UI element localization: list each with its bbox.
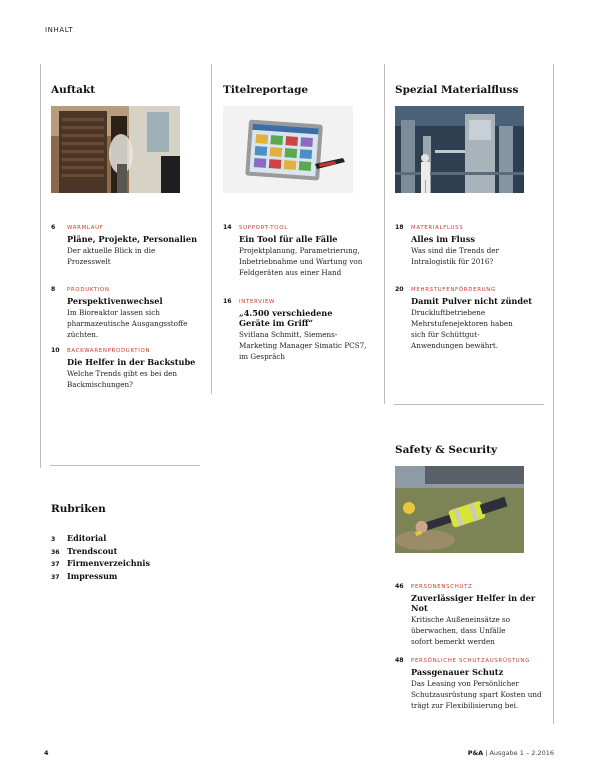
entry-description: Kritische Außeneinsätze so überwachen, dass Unfälle sofort bemerkt werden xyxy=(411,615,511,646)
entry-headline: Ein Tool für alle Fälle xyxy=(239,234,338,244)
page-number: 14 xyxy=(223,224,232,231)
toc-entry[interactable] xyxy=(223,224,373,278)
section-title-titelreportage: Titelreportage xyxy=(223,84,309,96)
entry-kicker: WARMLAUF xyxy=(67,225,104,231)
toc-entry[interactable] xyxy=(223,298,373,362)
page-number: 10 xyxy=(51,347,60,354)
rubrik-label: Trendscout xyxy=(67,545,118,556)
section-title-safety: Safety & Security xyxy=(395,444,498,456)
toc-entry[interactable] xyxy=(395,657,545,711)
entry-description: Welche Trends gibt es bei den Backmischungen? xyxy=(67,369,178,389)
rubrik-item[interactable] xyxy=(51,571,150,584)
column-divider xyxy=(211,64,212,394)
section-title-auftakt: Auftakt xyxy=(51,84,96,96)
section-title-rubriken: Rubriken xyxy=(51,503,106,515)
entry-description: Projektplanung, Parametrierung, Inbetriebnahme und Wartung von Feldgeräten aus einer Hand xyxy=(239,246,363,277)
entry-headline: Pläne, Projekte, Personalien xyxy=(67,234,198,244)
section-label: INHALT xyxy=(45,26,74,34)
entry-headline: Alles im Fluss xyxy=(411,234,475,244)
rubrik-item[interactable] xyxy=(51,558,150,571)
page-number: 16 xyxy=(223,298,232,305)
entry-kicker: PERSÖNLICHE SCHUTZAUSRÜSTUNG xyxy=(411,658,531,664)
page-number: 36 xyxy=(51,548,60,556)
worker-down-photo xyxy=(395,466,524,553)
entry-description: Der aktuelle Blick in die Prozesswelt xyxy=(67,246,156,266)
bakery-photo xyxy=(51,106,180,193)
entry-description: Druckluftbetriebene Mehrstufenejektoren haben sich für Schüttgut-Anwendungen bewährt. xyxy=(411,308,513,350)
entry-headline: Perspektivenwechsel xyxy=(67,296,163,306)
entry-kicker: MATERIALFLUSS xyxy=(411,225,464,231)
page-number: 37 xyxy=(51,573,60,581)
tablet-photo xyxy=(223,106,353,193)
entry-description: Das Leasing von Persönlicher Schutzausrüstung spart Kosten und trägt zur Flexibilisierung bei. xyxy=(411,679,542,710)
column-divider xyxy=(553,64,554,724)
magazine-name: P&A xyxy=(467,749,484,757)
entry-description: Im Bioreaktor lassen sich pharmazeutische Ausgangsstoffe züchten. xyxy=(67,308,188,339)
entry-headline: Damit Pulver nicht zündet xyxy=(411,296,533,306)
rubrik-label: Firmenverzeichnis xyxy=(67,558,150,568)
page-number: 46 xyxy=(395,583,404,590)
plant-photo xyxy=(395,106,524,193)
page-number: 8 xyxy=(51,286,56,293)
rubriken-list xyxy=(51,533,150,583)
entry-kicker: INTERVIEW xyxy=(239,299,276,305)
issue-label: Ausgabe 1 – 2.2016 xyxy=(489,749,554,757)
toc-entry[interactable] xyxy=(395,224,545,267)
toc-entry[interactable] xyxy=(395,583,545,647)
column-divider xyxy=(40,64,41,468)
section-divider xyxy=(50,465,200,466)
entry-description: Was sind die Trends der Intralogistik für 2016? xyxy=(411,246,499,266)
entry-kicker: BACKWARENPRODUKTION xyxy=(67,348,151,354)
entry-headline: „4.500 verschiedene Geräte im Griff“ xyxy=(239,308,333,328)
page-number: 6 xyxy=(51,224,56,231)
page-number: 37 xyxy=(51,561,60,568)
toc-entry[interactable] xyxy=(51,224,201,267)
entry-headline: Zuverlässiger Helfer in der Not xyxy=(411,593,536,613)
entry-kicker: PRODUKTION xyxy=(67,287,110,293)
issue-info: P&A | Ausgabe 1 – 2.2016 xyxy=(467,749,554,757)
toc-entry[interactable] xyxy=(395,286,545,351)
page-number: 18 xyxy=(395,224,404,231)
toc-entry[interactable] xyxy=(51,286,201,340)
entry-kicker: PERSONENSCHUTZ xyxy=(411,584,473,590)
entry-kicker: MEHRSTUFENFÖRDERUNG xyxy=(411,287,496,293)
section-divider xyxy=(394,404,544,405)
rubrik-item[interactable] xyxy=(51,546,150,559)
page-number: 48 xyxy=(395,657,404,664)
page-number: 20 xyxy=(395,286,404,293)
page-number: 3 xyxy=(51,536,56,543)
section-title-spezial: Spezial Materialfluss xyxy=(395,84,519,96)
entry-kicker: SUPPORT-TOOL xyxy=(239,225,288,231)
entry-headline: Passgenauer Schutz xyxy=(411,667,504,677)
toc-entry[interactable] xyxy=(51,347,201,390)
page-number-footer: 4 xyxy=(44,749,49,757)
rubrik-item[interactable] xyxy=(51,533,150,546)
entry-headline: Die Helfer in der Backstube xyxy=(67,357,196,367)
column-divider xyxy=(384,64,385,404)
rubrik-label: Impressum xyxy=(67,570,118,581)
rubrik-label: Editorial xyxy=(67,533,107,543)
entry-description: Svitlana Schmitt, Siemens-Marketing Manager Simatic PCS7, im Gespräch xyxy=(239,330,367,361)
